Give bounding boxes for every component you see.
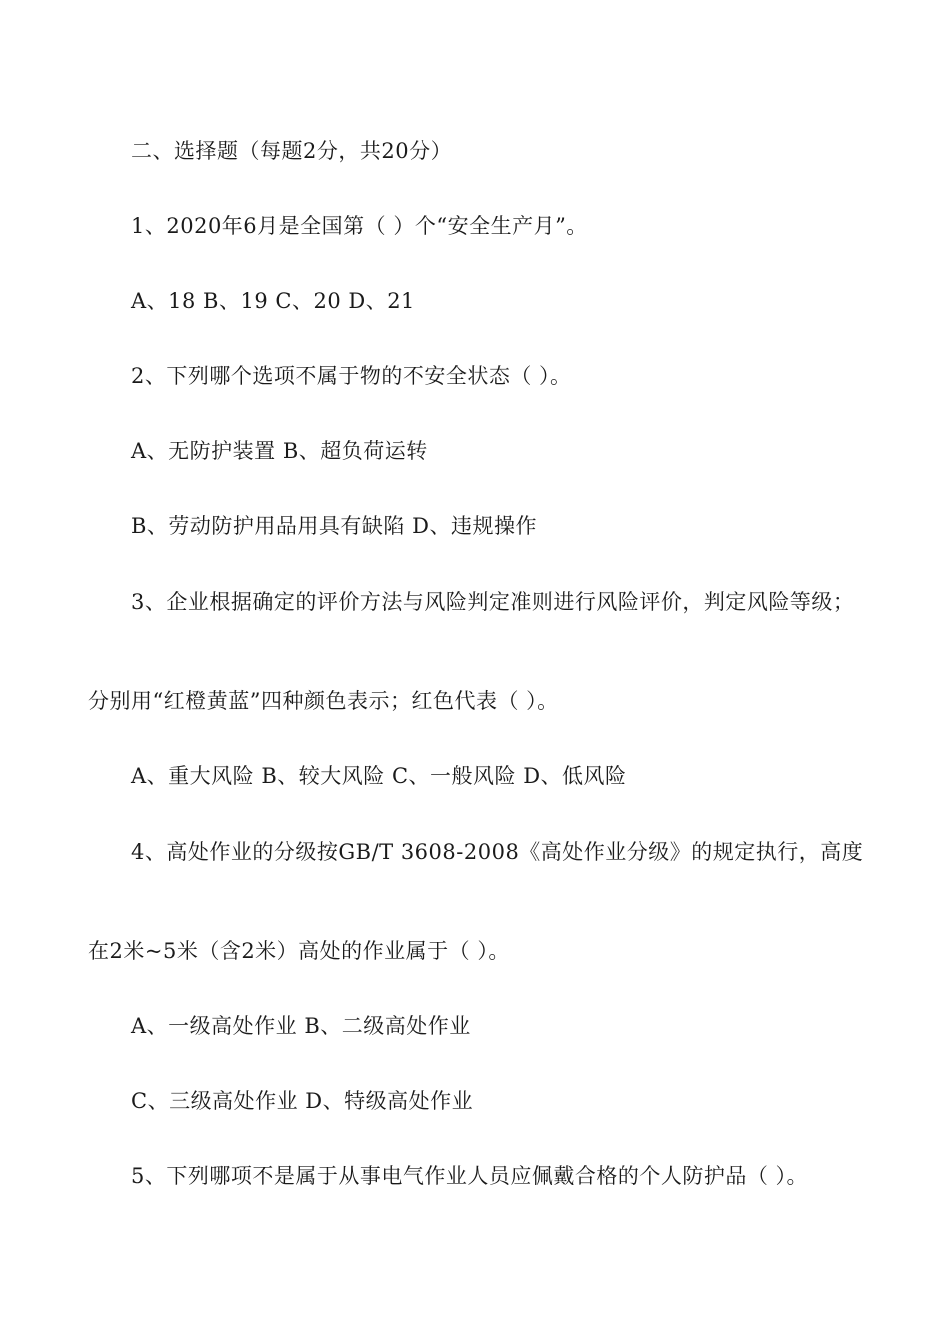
question-4-stem-continued: 在2米~5米（含2米）高处的作业属于（ ）。: [88, 939, 510, 963]
question-1-stem: 1、2020年6月是全国第（ ）个“安全生产月”。: [131, 214, 588, 238]
question-4-options-line-2: C、三级高处作业 D、特级高处作业: [131, 1089, 474, 1113]
question-1-options: A、18 B、19 C、20 D、21: [131, 289, 415, 313]
question-2-options-line-2: B、劳动防护用品用具有缺陷 D、违规操作: [131, 514, 537, 538]
question-2-stem: 2、下列哪个选项不属于物的不安全状态（ ）。: [131, 364, 572, 388]
section-heading: 二、选择题（每题2分，共20分）: [131, 139, 453, 163]
question-5-stem: 5、下列哪项不是属于从事电气作业人员应佩戴合格的个人防护品（ ）。: [131, 1164, 809, 1188]
question-3-options: A、重大风险 B、较大风险 C、一般风险 D、低风险: [131, 764, 627, 788]
question-2-options-line-1: A、无防护装置 B、超负荷运转: [131, 439, 428, 463]
question-4-stem: 4、高处作业的分级按GB/T 3608-2008《高处作业分级》的规定执行，高度: [131, 840, 864, 864]
question-3-stem: 3、企业根据确定的评价方法与风险判定准则进行风险评价，判定风险等级；: [131, 590, 855, 614]
question-3-stem-continued: 分别用“红橙黄蓝”四种颜色表示；红色代表（ ）。: [88, 689, 559, 713]
question-4-options-line-1: A、一级高处作业 B、二级高处作业: [131, 1014, 471, 1038]
